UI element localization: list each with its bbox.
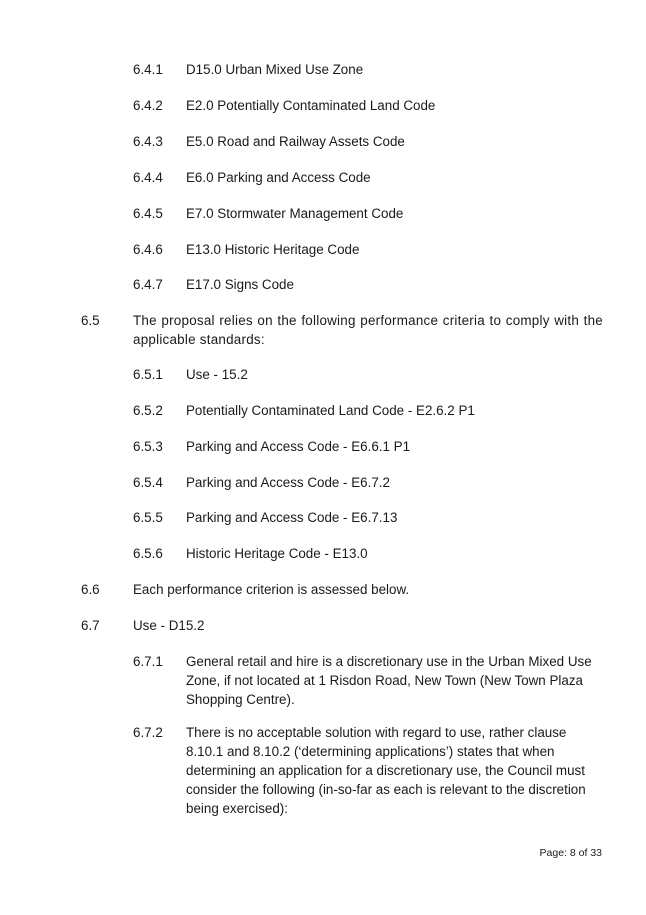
item-text: E5.0 Road and Railway Assets Code bbox=[186, 134, 405, 149]
item-text: E7.0 Stormwater Management Code bbox=[186, 206, 404, 221]
item-number: 6.4.1 bbox=[133, 62, 163, 77]
item-text: Use - 15.2 bbox=[186, 367, 248, 382]
item-text: E13.0 Historic Heritage Code bbox=[186, 242, 360, 257]
paragraph-number: 6.5 bbox=[81, 313, 100, 328]
paragraph-text: The proposal relies on the following performance criteria to comply with the applicable standards: bbox=[133, 313, 603, 347]
item-text: Parking and Access Code - E6.7.13 bbox=[186, 510, 398, 525]
item-text: Historic Heritage Code - E13.0 bbox=[186, 546, 368, 561]
item-text: General retail and hire is a discretionary use in the Urban Mixed Use Zone, if not located at 1 Risdon Road, New Town (New Town Plaza Shopping Centre). bbox=[186, 654, 592, 707]
paragraph-text: Each performance criterion is assessed below. bbox=[133, 582, 410, 597]
item-text: D15.0 Urban Mixed Use Zone bbox=[186, 62, 364, 77]
item-number: 6.5.4 bbox=[133, 475, 163, 490]
paragraph-heading: Use - D15.2 bbox=[133, 618, 205, 633]
item-number: 6.4.6 bbox=[133, 242, 163, 257]
item-number: 6.5.5 bbox=[133, 510, 163, 525]
item-text: There is no acceptable solution with regard to use, rather clause 8.10.1 and 8.10.2 (‘determining applications’) states that when determining an application for a discretionary use, the Council must consider the following (in-so-far as each is relevant to the discretion being exercised): bbox=[186, 725, 586, 816]
paragraph-number: 6.7 bbox=[81, 618, 100, 633]
item-text: E2.0 Potentially Contaminated Land Code bbox=[186, 98, 436, 113]
item-number: 6.5.1 bbox=[133, 367, 163, 382]
page-number: Page: 8 of 33 bbox=[539, 847, 602, 859]
item-number: 6.4.4 bbox=[133, 170, 163, 185]
paragraph-number: 6.6 bbox=[81, 582, 100, 597]
item-number: 6.5.6 bbox=[133, 546, 163, 561]
item-number: 6.4.5 bbox=[133, 206, 163, 221]
item-number: 6.5.2 bbox=[133, 403, 163, 418]
item-number: 6.7.1 bbox=[133, 654, 163, 669]
item-text: Parking and Access Code - E6.6.1 P1 bbox=[186, 439, 411, 454]
item-text: Parking and Access Code - E6.7.2 bbox=[186, 475, 390, 490]
item-number: 6.4.7 bbox=[133, 277, 163, 292]
item-number: 6.5.3 bbox=[133, 439, 163, 454]
item-number: 6.7.2 bbox=[133, 725, 163, 740]
item-text: E6.0 Parking and Access Code bbox=[186, 170, 371, 185]
item-number: 6.4.3 bbox=[133, 134, 163, 149]
item-text: Potentially Contaminated Land Code - E2.6.2 P1 bbox=[186, 403, 475, 418]
item-text: E17.0 Signs Code bbox=[186, 277, 294, 292]
item-number: 6.4.2 bbox=[133, 98, 163, 113]
